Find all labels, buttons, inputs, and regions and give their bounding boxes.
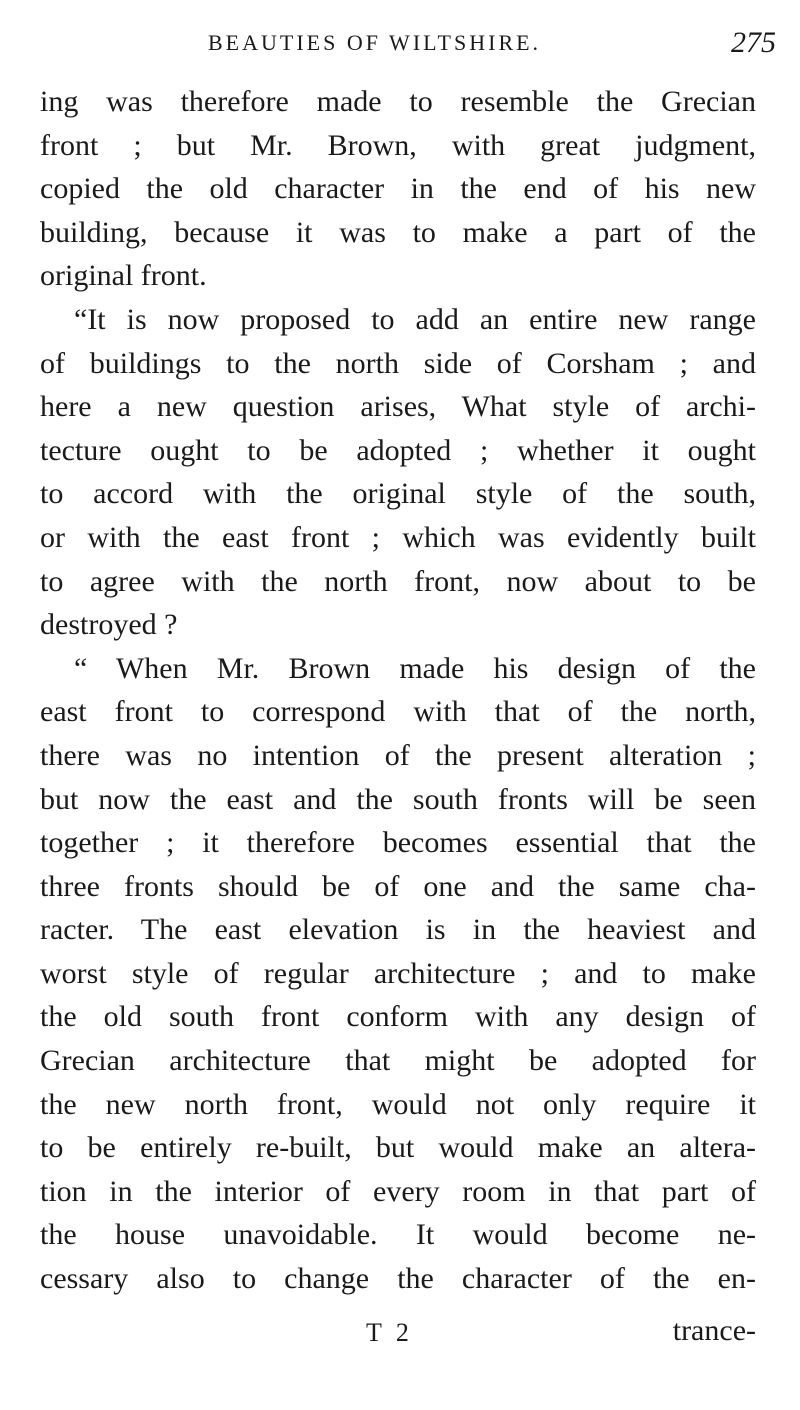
text-line: east front to correspond with that of the north, — [40, 695, 756, 729]
page-number: 275 — [731, 26, 776, 59]
text-line: to be entirely re-built, but would make an altera- — [40, 1131, 756, 1165]
text-line: the old south front conform with any design of — [40, 1000, 756, 1034]
catchword: trance- — [672, 1314, 756, 1347]
signature-mark: T 2 — [366, 1318, 413, 1347]
text-line: three fronts should be of one and the same cha- — [40, 869, 756, 903]
text-line: to agree with the north front, now about to be — [40, 564, 756, 598]
body-text — [40, 80, 756, 1301]
text-line: ing was therefore made to resemble the Grecian — [40, 85, 756, 118]
page-footer — [0, 1314, 800, 1358]
text-line: there was no intention of the present alteration ; — [40, 738, 756, 772]
text-line: here a new question arises, What style of archi- — [40, 390, 756, 424]
text-line: or with the east front ; which was evidently built — [40, 520, 756, 554]
text-line: Grecian architecture that might be adopted for — [40, 1044, 756, 1078]
text-line: racter. The east elevation is in the heaviest and — [40, 913, 756, 947]
running-head — [0, 26, 800, 66]
text-line: original front. — [40, 259, 207, 293]
text-line: copied the old character in the end of his new — [40, 172, 756, 206]
text-line: cessary also to change the character of the en- — [40, 1262, 756, 1296]
text-line: together ; it therefore becomes essential that the — [40, 826, 756, 860]
text-line: the new north front, would not only require it — [40, 1087, 756, 1121]
text-line: tion in the interior of every room in that part of — [40, 1174, 756, 1208]
text-line: to accord with the original style of the south, — [40, 477, 756, 511]
text-line: front ; but Mr. Brown, with great judgment, — [40, 128, 756, 162]
text-line: destroyed ? — [40, 608, 178, 642]
text-line: of buildings to the north side of Corsham ; and — [40, 346, 756, 380]
text-line: “ When Mr. Brown made his design of the — [74, 651, 756, 685]
running-title: BEAUTIES OF WILTSHIRE. — [208, 30, 542, 55]
text-line: but now the east and the south fronts will be seen — [40, 782, 756, 816]
text-line: tecture ought to be adopted ; whether it ought — [40, 433, 756, 467]
text-line: building, because it was to make a part of the — [40, 215, 756, 249]
text-line: the house unavoidable. It would become ne- — [40, 1218, 756, 1252]
text-line: “It is now proposed to add an entire new range — [74, 302, 756, 336]
text-line: worst style of regular architecture ; and to make — [40, 956, 756, 990]
